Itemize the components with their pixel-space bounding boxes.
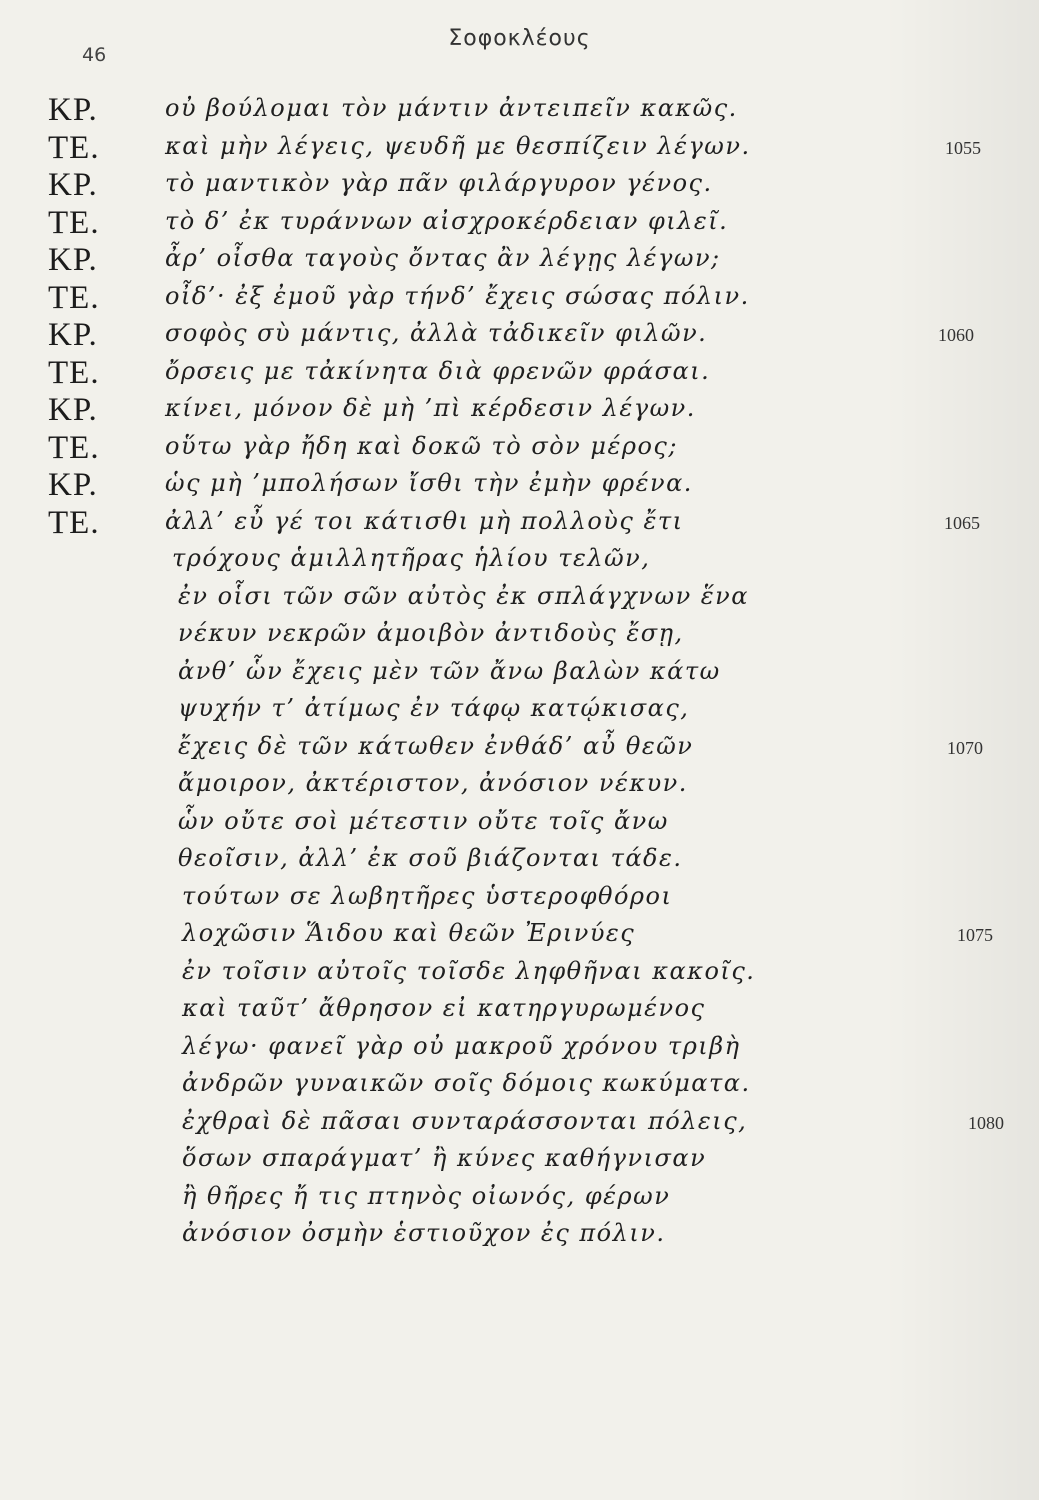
verse-text: οὕτω γὰρ ἤδη καὶ δοκῶ τὸ σὸν μέρος; — [165, 431, 678, 460]
verse-line — [0, 430, 1039, 468]
verse-line — [0, 880, 1039, 918]
verse-text: ἀνδρῶν γυναικῶν σοῖς δόμοις κωκύματα. — [182, 1069, 751, 1097]
line-number: 1070 — [947, 737, 983, 758]
verse-line — [0, 1180, 1039, 1218]
verse-text: ὡς μὴ ’μπολήσων ἴσθι τὴν ἐμὴν φρένα. — [165, 469, 693, 497]
verse-block — [0, 92, 1039, 1255]
verse-line — [0, 805, 1039, 843]
verse-line — [0, 1067, 1039, 1105]
speaker-label: ΚΡ. — [48, 392, 98, 428]
verse-line — [0, 992, 1039, 1030]
verse-text: οἶδ’· ἐξ ἐμοῦ γὰρ τήνδ’ ἔχεις σώσας πόλιν. — [165, 281, 750, 310]
verse-text: ἀνθ’ ὧν ἔχεις μὲν τῶν ἄνω βαλὼν κάτω — [178, 656, 721, 685]
verse-text: κίνει, μόνον δὲ μὴ ’πὶ κέρδεσιν λέγων. — [165, 394, 696, 422]
speaker-label: ΤΕ. — [48, 204, 100, 241]
verse-line — [0, 355, 1039, 393]
verse-line — [0, 167, 1039, 205]
verse-line — [0, 1105, 1039, 1143]
speaker-label: ΚΡ. — [48, 317, 98, 353]
verse-line — [0, 1030, 1039, 1068]
speaker-label: ΤΕ. — [48, 279, 100, 316]
verse-line — [0, 842, 1039, 880]
verse-text: νέκυν νεκρῶν ἀμοιβὸν ἀντιδοὺς ἔσῃ, — [178, 619, 684, 647]
verse-line — [0, 955, 1039, 993]
verse-line — [0, 280, 1039, 318]
verse-line — [0, 505, 1039, 543]
verse-line — [0, 655, 1039, 693]
verse-line — [0, 730, 1039, 768]
verse-text: ἔχεις δὲ τῶν κάτωθεν ἐνθάδ’ αὖ θεῶν — [178, 731, 694, 760]
speaker-label: ΤΕ. — [48, 129, 100, 166]
verse-line — [0, 1217, 1039, 1255]
verse-line — [0, 917, 1039, 955]
line-number: 1075 — [957, 925, 993, 945]
verse-text: ἐχθραὶ δὲ πᾶσαι συνταράσσονται πόλεις, — [182, 1106, 748, 1135]
speaker-label: ΚΡ. — [48, 92, 98, 128]
verse-text: ἢ θῆρες ἤ τις πτηνὸς οἰωνός, φέρων — [182, 1181, 671, 1210]
verse-text: ὧν οὔτε σοὶ μέτεστιν οὔτε τοῖς ἄνω — [178, 806, 669, 835]
line-number: 1065 — [944, 512, 980, 533]
running-head: Σοφοκλέους — [448, 26, 591, 51]
verse-text: τούτων σε λωβητῆρες ὑστεροφθόροι — [182, 881, 673, 910]
line-number: 1055 — [945, 137, 981, 158]
verse-text: τὸ δ’ ἐκ τυράννων αἰσχροκέρδειαν φιλεῖ. — [165, 206, 729, 235]
verse-line — [0, 205, 1039, 243]
verse-line — [0, 767, 1039, 805]
verse-text: τρόχους ἁμιλλητῆρας ἡλίου τελῶν, — [172, 544, 651, 572]
verse-text: ψυχήν τ’ ἀτίμως ἐν τάφῳ κατῴκισας, — [178, 694, 690, 722]
verse-text: ἐν τοῖσιν αὐτοῖς τοῖσδε ληφθῆναι κακοῖς. — [182, 956, 756, 985]
line-number: 1080 — [968, 1112, 1004, 1133]
speaker-label: ΚΡ. — [48, 467, 98, 503]
verse-text: ἄμοιρον, ἀκτέριστον, ἀνόσιον νέκυν. — [178, 769, 688, 797]
verse-text: ἐν οἷσι τῶν σῶν αὐτὸς ἐκ σπλάγχνων ἕνα — [178, 581, 749, 610]
verse-text: ὅσων σπαράγματ’ ἢ κύνες καθήγνισαν — [182, 1144, 707, 1172]
verse-line — [0, 130, 1039, 168]
page-number: 46 — [82, 44, 107, 66]
speaker-label: ΤΕ. — [48, 429, 100, 466]
verse-text: καὶ μὴν λέγεις, ψευδῆ με θεσπίζειν λέγων. — [165, 131, 751, 160]
verse-line — [0, 1142, 1039, 1180]
speaker-label: ΤΕ. — [48, 354, 100, 391]
verse-line — [0, 392, 1039, 430]
verse-line — [0, 542, 1039, 580]
verse-text: λοχῶσιν Ἅιδου καὶ θεῶν Ἐρινύες — [182, 919, 636, 947]
speaker-label: ΚΡ. — [48, 167, 98, 203]
verse-line — [0, 92, 1039, 130]
verse-text: σοφὸς σὺ μάντις, ἀλλὰ τἀδικεῖν φιλῶν. — [165, 319, 708, 347]
verse-text: τὸ μαντικὸν γὰρ πᾶν φιλάργυρον γένος. — [165, 169, 713, 197]
verse-text: ἀνόσιον ὀσμὴν ἑστιοῦχον ἐς πόλιν. — [182, 1219, 666, 1247]
speaker-label: ΤΕ. — [48, 504, 100, 541]
verse-text: καὶ ταῦτ’ ἄθρησον εἰ κατηργυρωμένος — [182, 994, 706, 1022]
verse-text: λέγω· φανεῖ γὰρ οὐ μακροῦ χρόνου τριβὴ — [182, 1031, 741, 1060]
speaker-label: ΚΡ. — [48, 242, 98, 278]
verse-line — [0, 580, 1039, 618]
verse-line — [0, 467, 1039, 505]
verse-line — [0, 692, 1039, 730]
verse-line — [0, 242, 1039, 280]
verse-text: θεοῖσιν, ἀλλ’ ἐκ σοῦ βιάζονται τάδε. — [178, 844, 683, 872]
verse-text: ὄρσεις με τἀκίνητα διὰ φρενῶν φράσαι. — [165, 356, 711, 385]
verse-text: ἀλλ’ εὖ γέ τοι κάτισθι μὴ πολλοὺς ἔτι — [165, 506, 684, 535]
verse-line — [0, 617, 1039, 655]
verse-text: ἆρ’ οἶσθα ταγοὺς ὄντας ἂν λέγῃς λέγων; — [165, 244, 721, 272]
line-number: 1060 — [938, 325, 974, 345]
verse-text: οὐ βούλομαι τὸν μάντιν ἀντειπεῖν κακῶς. — [165, 94, 738, 122]
verse-line — [0, 317, 1039, 355]
